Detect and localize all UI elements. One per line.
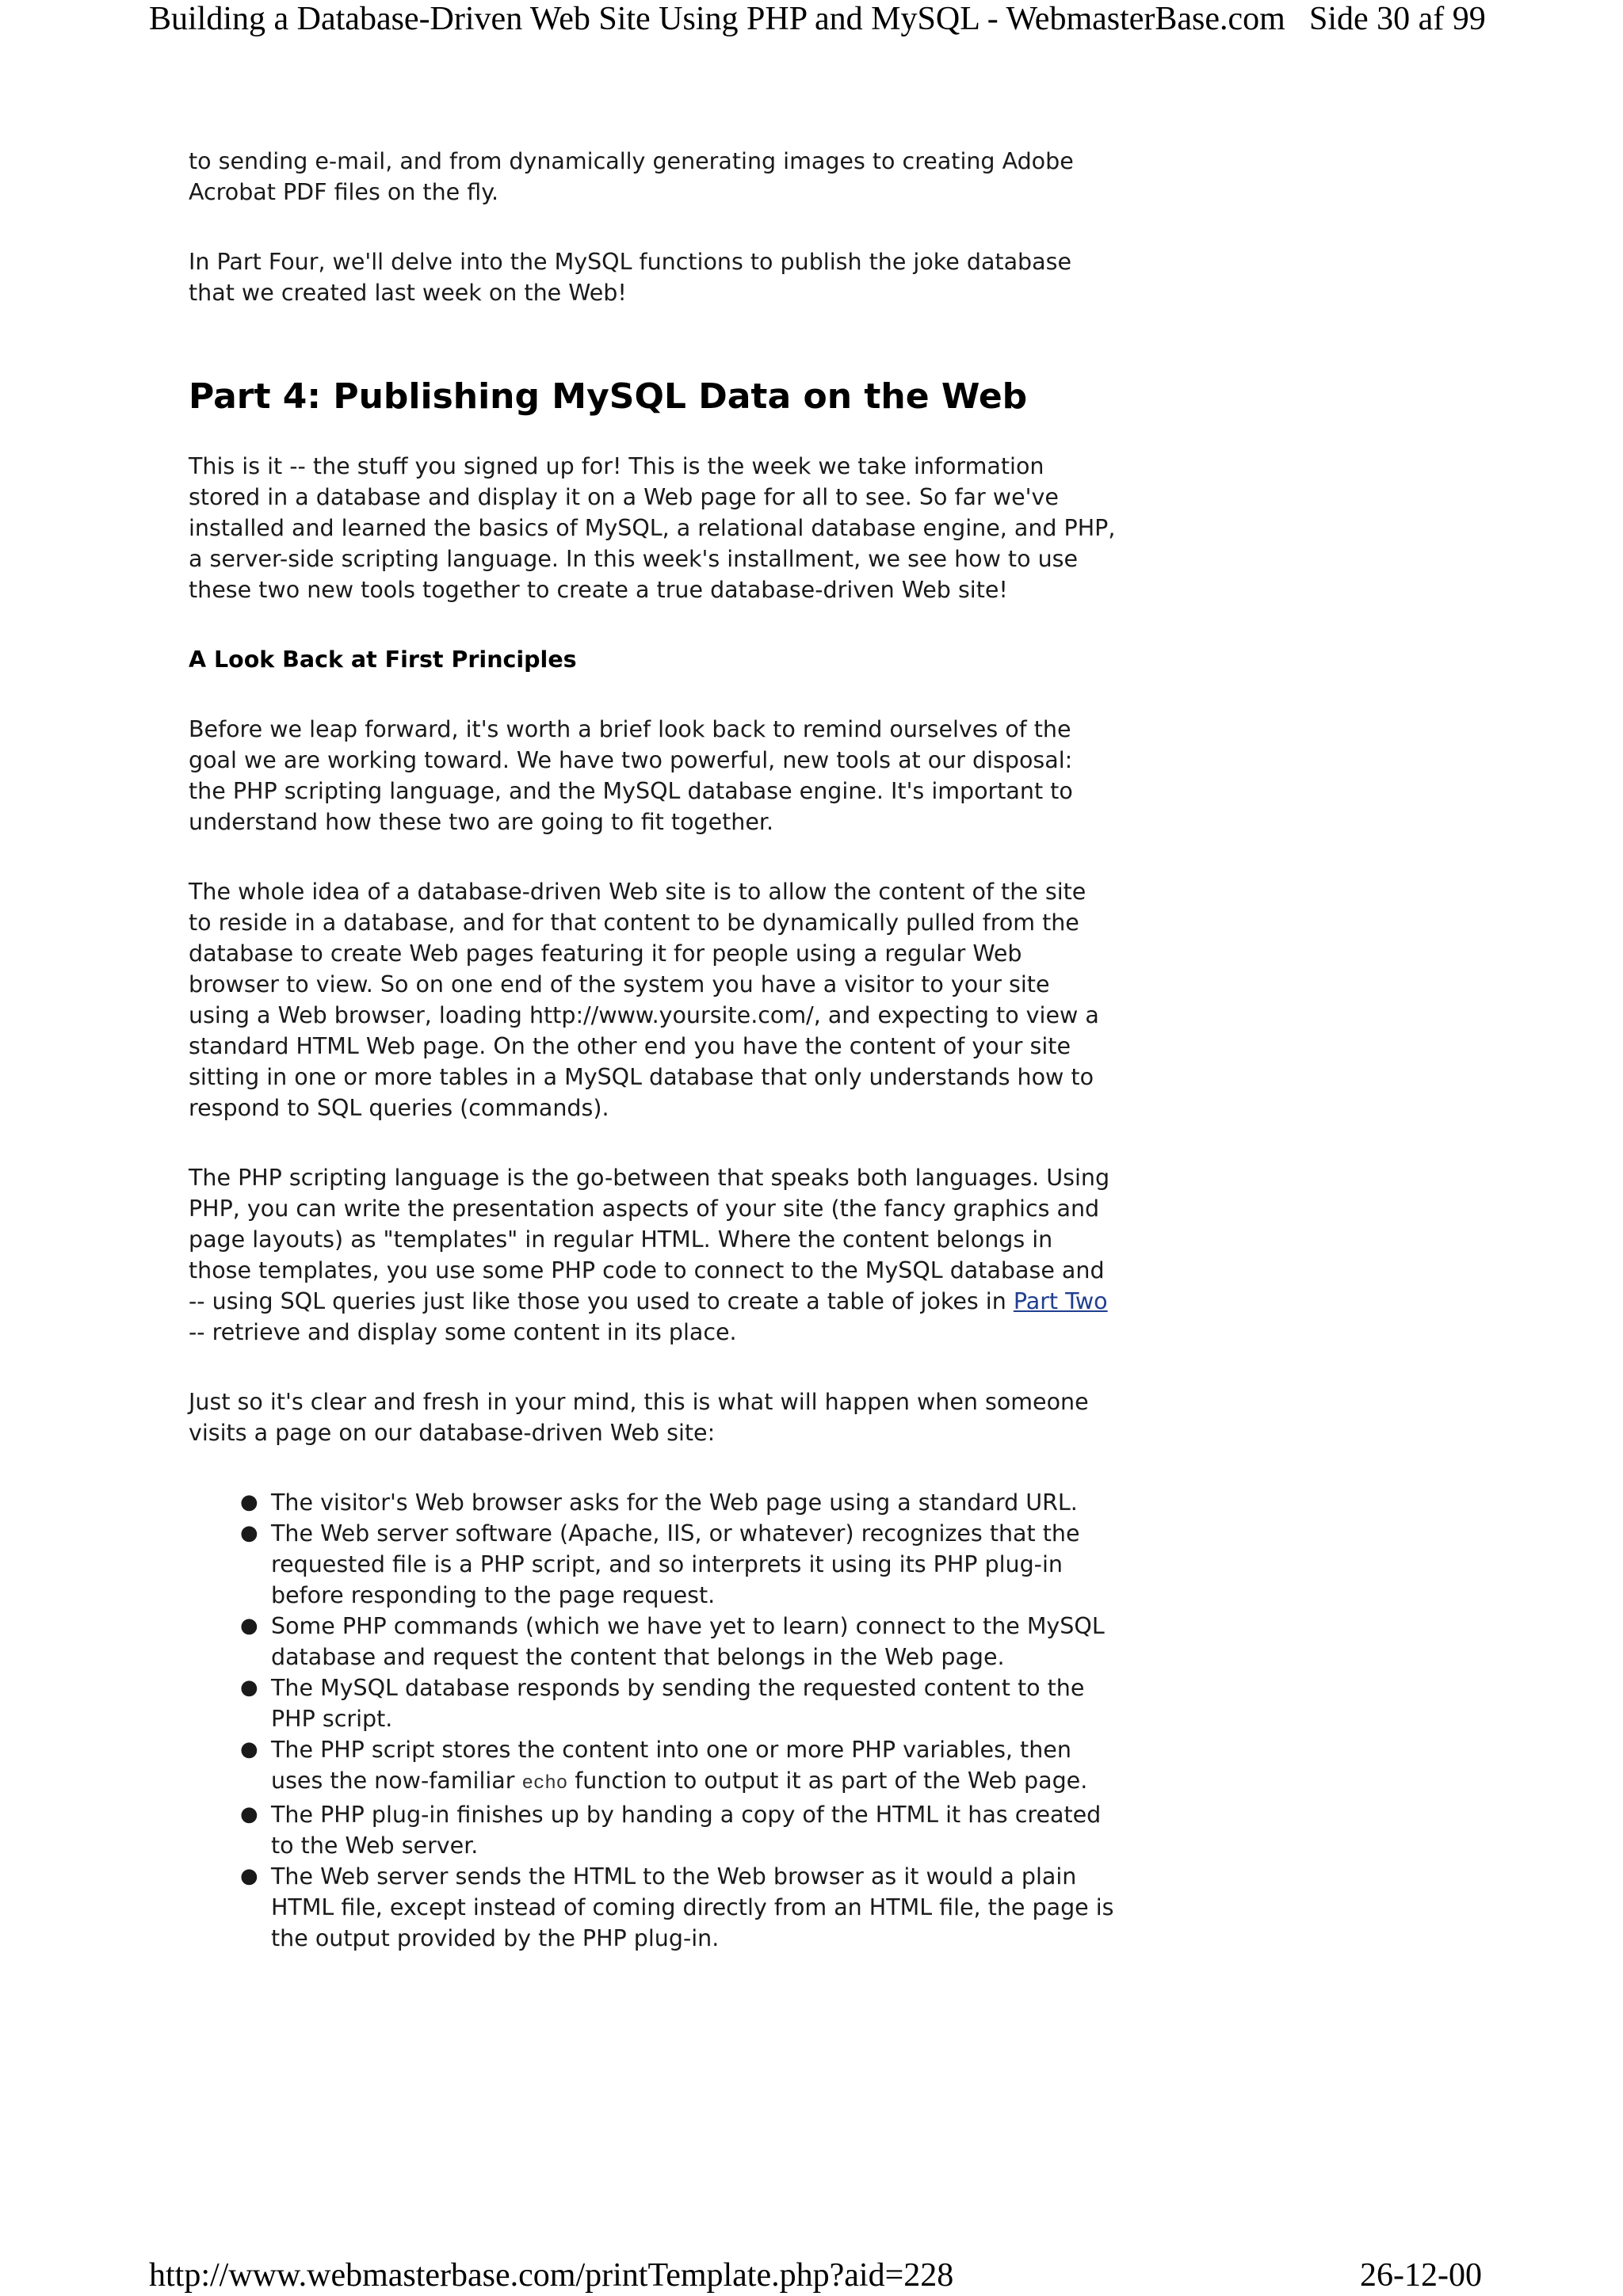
- intro-paragraph-2: In Part Four, we'll delve into the MySQL functions to publish the joke database that we created last week on the Web!: [189, 249, 1071, 306]
- inline-code: echo: [521, 1773, 568, 1794]
- bullet-icon: ●: [240, 1737, 258, 1761]
- section-paragraph-5: Just so it's clear and fresh in your mind, this is what will happen when someone visits a page on our database-driven Web site:: [189, 1389, 1089, 1446]
- list-item-text: The visitor's Web browser asks for the Web page using a standard URL.: [271, 1489, 1078, 1516]
- source-url: http://www.webmasterbase.com/printTemplate.php?aid=228: [149, 2257, 954, 2294]
- intro-paragraph-1: to sending e-mail, and from dynamically generating images to creating Adobe Acrobat PDF files on the fly.: [189, 148, 1074, 205]
- bullet-icon: ●: [240, 1864, 258, 1888]
- document-title: Building a Database-Driven Web Site Using PHP and MySQL - WebmasterBase.com: [149, 1, 1285, 37]
- list-item: [240, 1672, 1116, 1734]
- list-item: [240, 1518, 1116, 1611]
- request-steps-list: [189, 1487, 1116, 1954]
- list-item: [240, 1861, 1116, 1954]
- list-item-text: function to output it as part of the Web page.: [567, 1768, 1088, 1794]
- print-date: 26-12-00: [1360, 2257, 1482, 2294]
- list-item: [240, 1799, 1116, 1861]
- part-two-link[interactable]: Part Two: [1013, 1288, 1108, 1314]
- section-paragraph-2: Before we leap forward, it's worth a brief look back to remind ourselves of the goal we are working toward. We have two powerful, new tools at our disposal: the PHP scripting language, and the MySQL database engine. It's important to understand how these two are going to fit together.: [189, 716, 1073, 835]
- section-paragraph-1: This is it -- the stuff you signed up for! This is the week we take information stored in a database and display it on a Web page for all to see. So far we've installed and learned the basics of MySQL, a relational database engine, and PHP, a server-side scripting language. In this week's installment, we see how to use these two new tools together to create a true database-driven Web site!: [189, 453, 1116, 603]
- list-item-text: The Web server sends the HTML to the Web browser as it would a plain HTML file, except instead of coming directly from an HTML file, the page is the output provided by the PHP plug-in.: [271, 1863, 1114, 1951]
- section-paragraph-4: [189, 1162, 1116, 1348]
- section-paragraph-3: The whole idea of a database-driven Web site is to allow the content of the site to reside in a database, and for that content to be dynamically pulled from the database to create Web pages featuring it for people using a regular Web browser to view. So on one end of the system you have a visitor to your site using a Web browser, loading http://www.yoursite.com/, and expecting to view a standard HTML Web page. On the other end you have the content of your site sitting in one or more tables in a MySQL database that only understands how to respond to SQL queries (commands).: [189, 879, 1099, 1121]
- page-number: Side 30 af 99: [1309, 1, 1486, 37]
- article-body: [189, 146, 1116, 1954]
- list-item-text: Some PHP commands (which we have yet to learn) connect to the MySQL database and request the content that belongs in the Web page.: [271, 1613, 1105, 1670]
- list-item-text: The Web server software (Apache, IIS, or whatever) recognizes that the requested file is a PHP script, and so interprets it using its PHP plug-in before responding to the page request.: [271, 1520, 1080, 1608]
- paragraph-text: The PHP scripting language is the go-between that speaks both languages. Using PHP, you can write the presentation aspects of your site (the fancy graphics and page layouts) as "templates" in regular HTML. Where the content belongs in those templates, you use some PHP code to connect to the MySQL database and -- using SQL queries just like those you used to create a table of jokes in: [189, 1165, 1110, 1314]
- list-item: [240, 1611, 1116, 1672]
- paragraph-text: -- retrieve and display some content in its place.: [189, 1319, 737, 1345]
- list-item-text: The PHP script stores the content into one or more PHP variables, then uses the now-familiar: [271, 1737, 1071, 1794]
- list-item-text: The PHP plug-in finishes up by handing a copy of the HTML it has created to the Web server.: [271, 1802, 1102, 1859]
- section-heading: Part 4: Publishing MySQL Data on the Web: [189, 376, 1028, 417]
- bullet-icon: ●: [240, 1521, 258, 1545]
- print-header: [0, 0, 1623, 48]
- print-footer: [0, 2256, 1623, 2296]
- bullet-icon: ●: [240, 1490, 258, 1514]
- bullet-icon: ●: [240, 1802, 258, 1826]
- subsection-heading: A Look Back at First Principles: [189, 646, 577, 673]
- bullet-icon: ●: [240, 1614, 258, 1638]
- bullet-icon: ●: [240, 1676, 258, 1699]
- list-item-text: The MySQL database responds by sending the requested content to the PHP script.: [271, 1675, 1085, 1732]
- list-item: [240, 1734, 1116, 1799]
- list-item: [240, 1487, 1116, 1518]
